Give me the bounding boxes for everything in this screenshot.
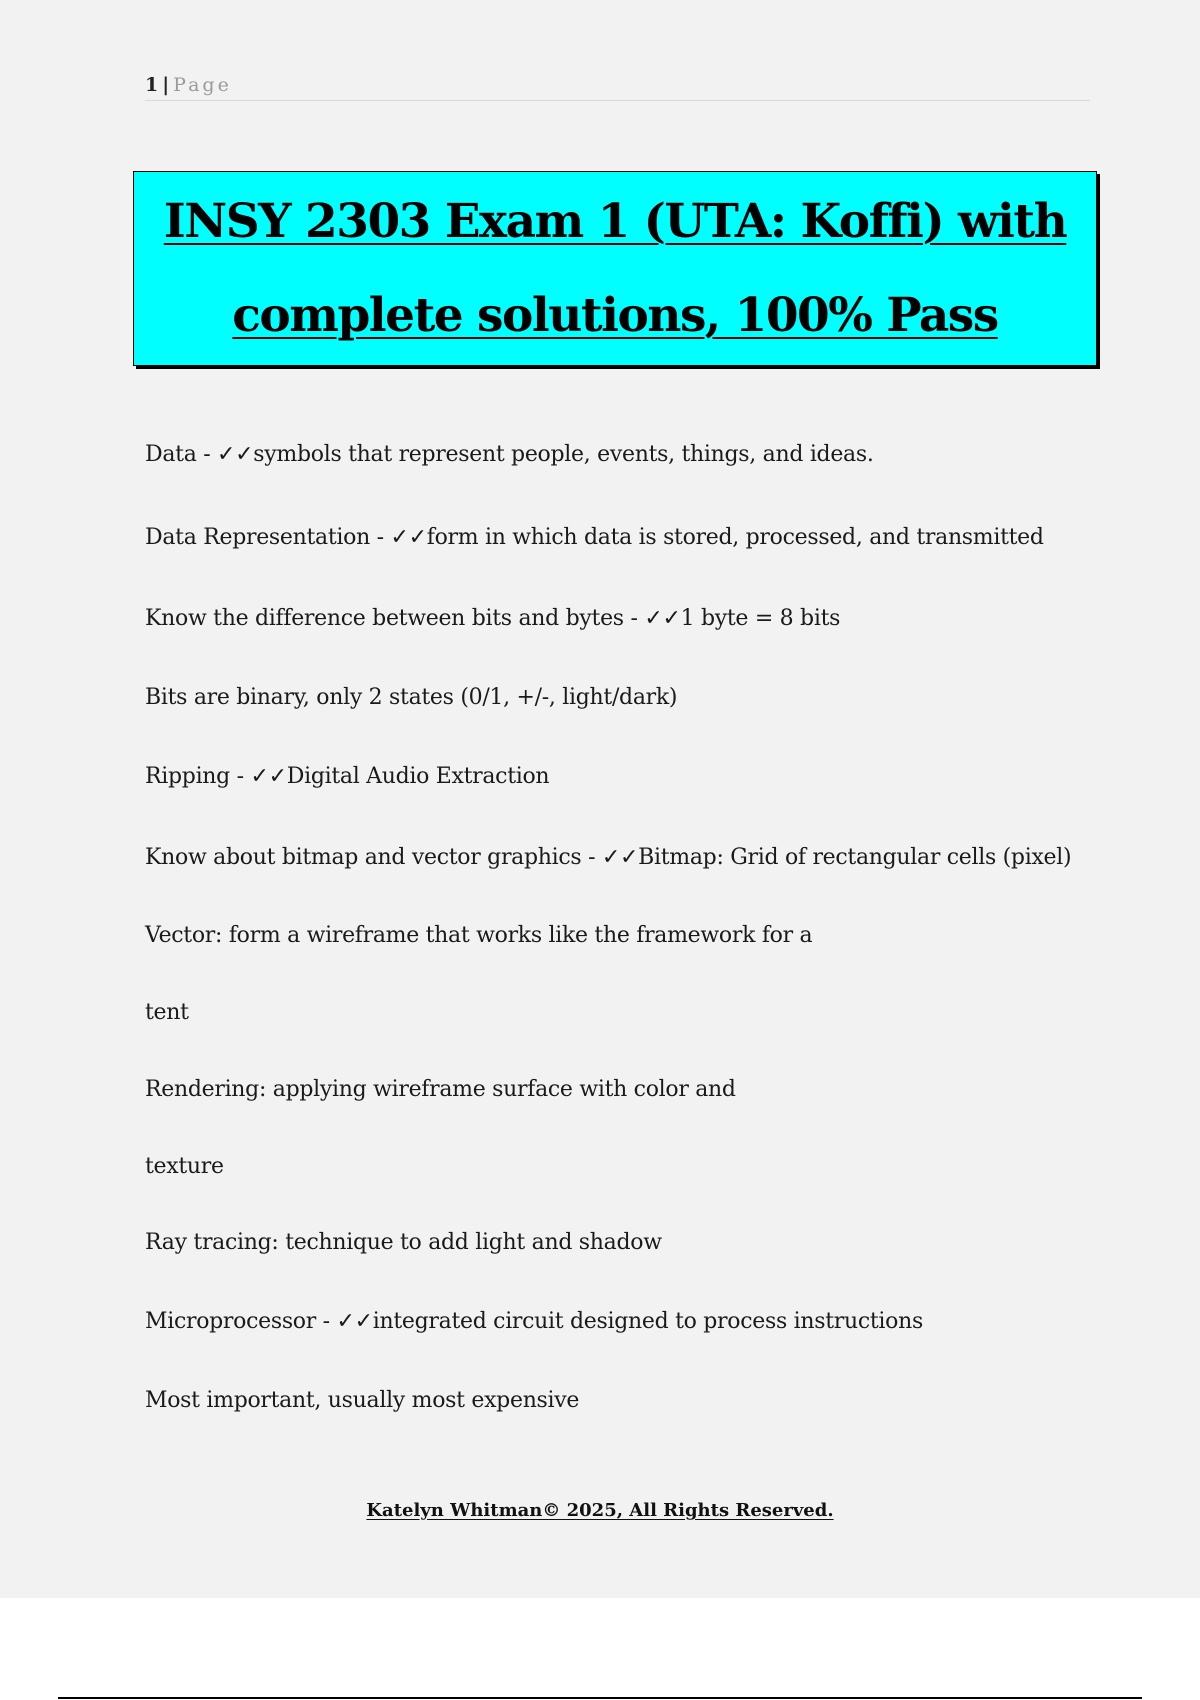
document-title-line-2: complete solutions, 100% Pass: [232, 287, 998, 343]
body-line: Bits are binary, only 2 states (0/1, +/-, light/dark): [145, 685, 678, 710]
copyright-footer: [0, 1500, 1200, 1521]
page-label: Page: [173, 74, 232, 96]
title-box: [133, 171, 1097, 366]
body-line: Data Representation - ✓✓form in which data is stored, processed, and transmitted: [145, 525, 1044, 550]
body-line: tent: [145, 1000, 189, 1025]
page-number: 1: [145, 74, 159, 96]
body-line: Ripping - ✓✓Digital Audio Extraction: [145, 764, 550, 789]
body-line: Vector: form a wireframe that works like the framework for a: [145, 923, 813, 948]
body-line: Ray tracing: technique to add light and shadow: [145, 1230, 662, 1255]
body-line: Most important, usually most expensive: [145, 1388, 580, 1413]
copyright-text: Katelyn Whitman© 2025, All Rights Reserved.: [366, 1500, 834, 1521]
body-line: Know about bitmap and vector graphics - ✓✓Bitmap: Grid of rectangular cells (pixel): [145, 845, 1072, 870]
body-line: Know the difference between bits and bytes - ✓✓1 byte = 8 bits: [145, 606, 841, 631]
page-separator: |: [162, 74, 170, 96]
document-title-line-1: INSY 2303 Exam 1 (UTA: Koffi) with: [163, 193, 1067, 249]
body-line: texture: [145, 1154, 224, 1179]
page-header: [145, 72, 1090, 101]
body-line: Rendering: applying wireframe surface with color and: [145, 1077, 736, 1102]
body-line: Data - ✓✓symbols that represent people, events, things, and ideas.: [145, 442, 874, 467]
body-line: Microprocessor - ✓✓integrated circuit designed to process instructions: [145, 1309, 923, 1334]
bottom-rule: [58, 1697, 1142, 1699]
